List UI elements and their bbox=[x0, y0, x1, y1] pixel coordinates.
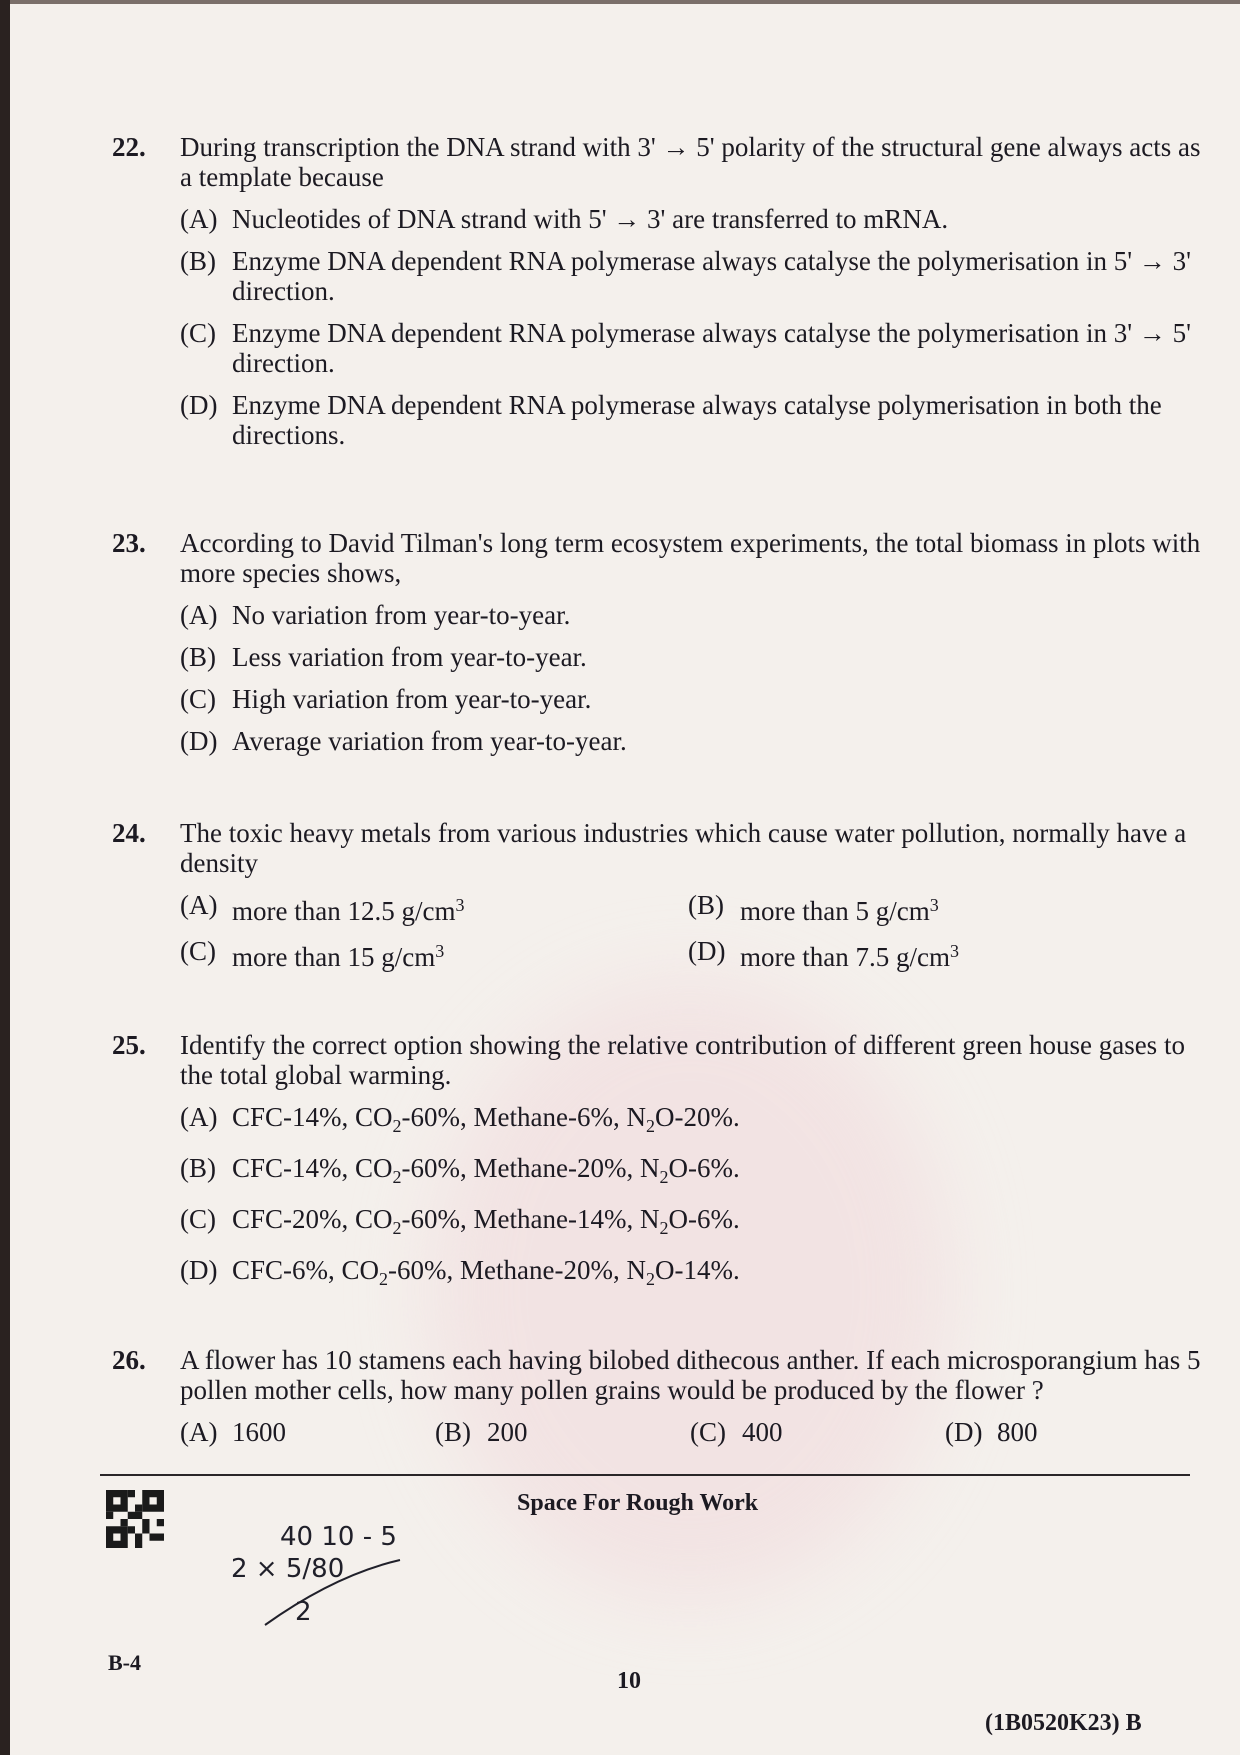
question-text: During transcription the DNA strand with 3' → 5' polarity of the structural gene always acts as a template because bbox=[180, 132, 1201, 192]
option-d[interactable]: (D) more than 7.5 $g/cm^3$ bbox=[688, 936, 959, 972]
option-d[interactable]: (D) Average variation from year-to-year. bbox=[180, 726, 627, 756]
option-d[interactable]: (D) 800 bbox=[945, 1417, 1038, 1447]
option-d[interactable]: (D) CFC-6%, $CO_2-60\%$, Methane-20%, $N_2O-14\%$. bbox=[180, 1255, 740, 1289]
option-a[interactable]: (A) Nucleotides of DNA strand with 5' → 3' are transferred to mRNA. bbox=[180, 204, 949, 234]
question-text: Identify the correct option showing the relative contribution of different green house gases to the total global warming. bbox=[180, 1030, 1185, 1090]
svg-text:2 × 5/80: 2 × 5/80 bbox=[231, 1554, 345, 1584]
option-c[interactable]: (C) 400 bbox=[690, 1417, 783, 1447]
question-number: 22. bbox=[112, 132, 146, 162]
question-number: 26. bbox=[112, 1345, 146, 1375]
divider bbox=[100, 1474, 1190, 1476]
options-grid bbox=[180, 890, 1202, 972]
option-a[interactable]: (A) 1600 bbox=[180, 1417, 286, 1447]
svg-text:2: 2 bbox=[295, 1597, 312, 1627]
question-number: 25. bbox=[112, 1030, 146, 1060]
question-25 bbox=[112, 1030, 1202, 1294]
option-b[interactable]: (B) Less variation from year-to-year. bbox=[180, 642, 587, 672]
qr-code-icon bbox=[106, 1490, 164, 1548]
handwritten-calculation bbox=[225, 1505, 505, 1645]
question-24 bbox=[112, 818, 1202, 972]
option-b[interactable]: (B) Enzyme DNA dependent RNA polymerase always catalyse the polymerisation in 5' → 3' direction. bbox=[180, 246, 1192, 306]
svg-text:40 10 - 5: 40 10 - 5 bbox=[280, 1522, 397, 1552]
option-a[interactable]: (A) CFC-14%, $CO_2-60\%$, Methane-6%, $N_2O-20\%$. bbox=[180, 1102, 740, 1136]
option-b[interactable]: (B) more than 5 $g/cm^3$ bbox=[688, 890, 939, 926]
option-b[interactable]: (B) 200 bbox=[435, 1417, 528, 1447]
footer-booklet-code: B-4 bbox=[108, 1650, 141, 1675]
rough-work-label: Space For Rough Work bbox=[517, 1490, 759, 1516]
question-text: A flower has 10 stamens each having bilobed dithecous anther. If each microsporangium has 5 pollen mother cells, how many pollen grains would be produced by the flower ? bbox=[180, 1345, 1201, 1405]
question-22 bbox=[112, 132, 1202, 450]
option-c[interactable]: (C) High variation from year-to-year. bbox=[180, 684, 592, 714]
options-row bbox=[180, 1417, 1202, 1447]
question-text: The toxic heavy metals from various industries which cause water pollution, normally have a density bbox=[180, 818, 1187, 878]
question-number: 23. bbox=[112, 528, 146, 558]
option-c[interactable]: (C) Enzyme DNA dependent RNA polymerase always catalyse the polymerisation in 3' → 5' direction. bbox=[180, 318, 1192, 378]
option-d[interactable]: (D) Enzyme DNA dependent RNA polymerase always catalyse polymerisation in both the directions. bbox=[180, 390, 1162, 450]
option-a[interactable]: (A) more than 12.5 $g/cm^3$ bbox=[180, 890, 465, 926]
option-b[interactable]: (B) CFC-14%, $CO_2-60\%$, Methane-20%, $N_2O-6\%$. bbox=[180, 1153, 740, 1187]
page-number: 10 bbox=[617, 1668, 641, 1694]
option-c[interactable]: (C) more than 15 $g/cm^3$ bbox=[180, 936, 445, 972]
footer-paper-code: (1B0520K23) B bbox=[985, 1710, 1142, 1736]
question-number: 24. bbox=[112, 818, 146, 848]
question-23 bbox=[112, 528, 1202, 756]
option-c[interactable]: (C) CFC-20%, $CO_2-60\%$, Methane-14%, $N_2O-6\%$. bbox=[180, 1204, 740, 1238]
question-text: According to David Tilman's long term ecosystem experiments, the total biomass in plots with more species shows, bbox=[180, 528, 1201, 588]
option-a[interactable]: (A) No variation from year-to-year. bbox=[180, 600, 571, 630]
question-26 bbox=[112, 1345, 1202, 1447]
